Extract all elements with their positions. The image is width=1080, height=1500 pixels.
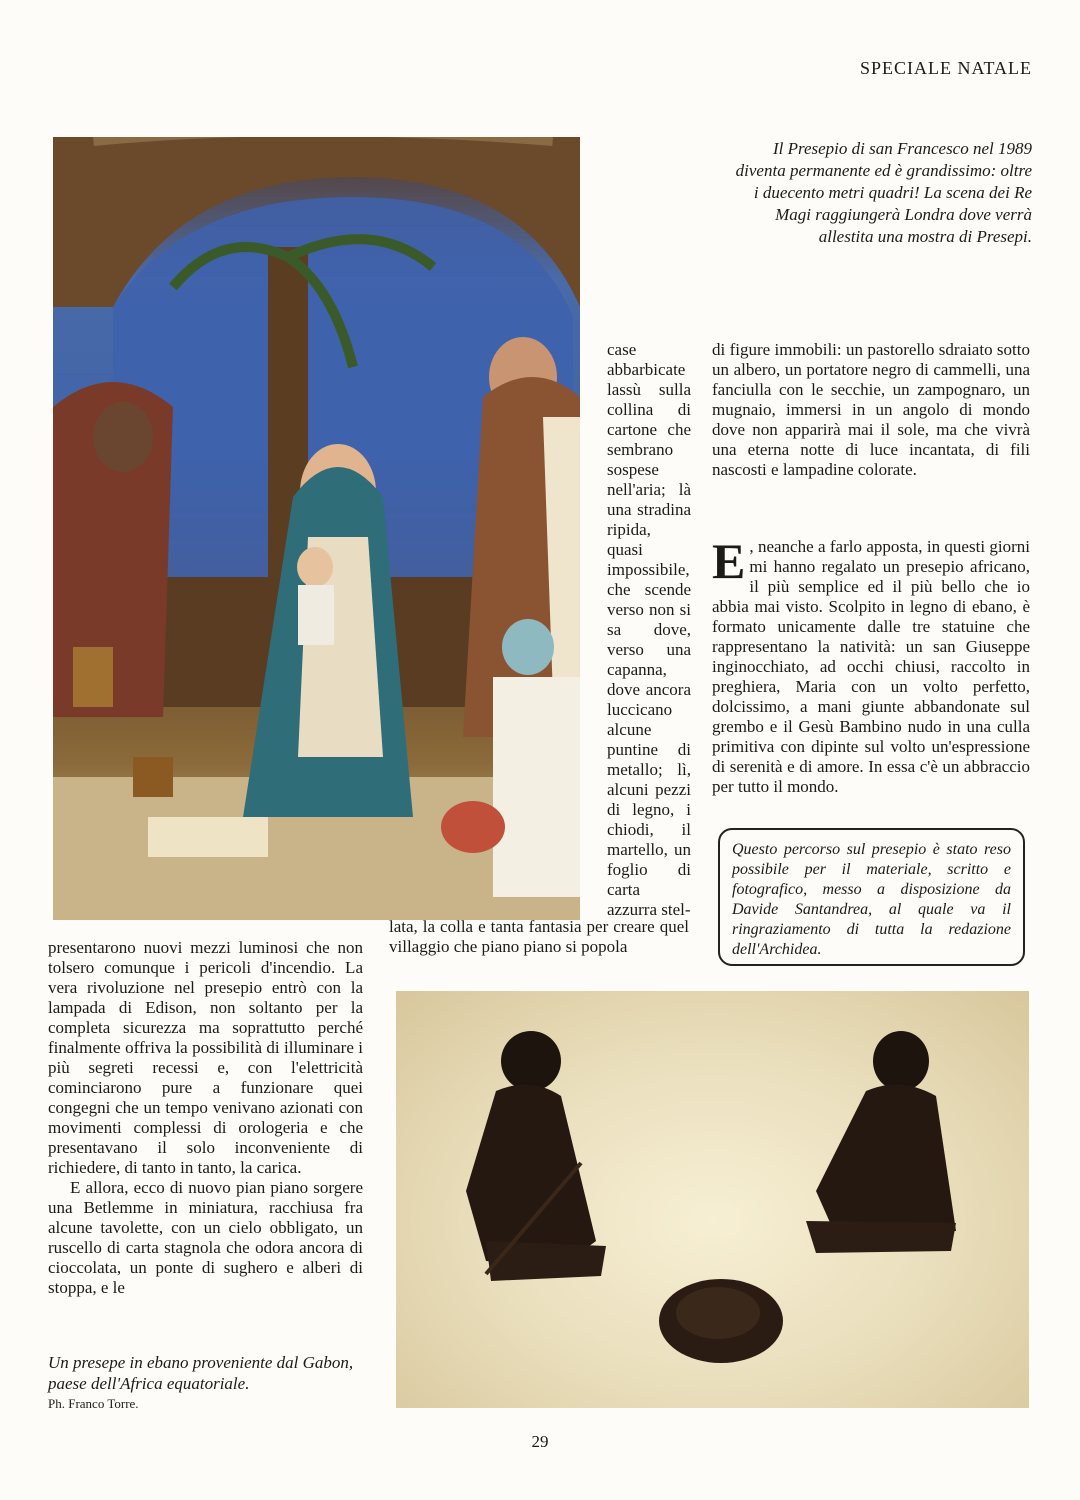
article-right-column-top [712,340,1030,480]
left-column-paragraph-1: presentarono nuovi mezzi luminosi che non tolsero comunque i pericoli d'incendio. La vera rivoluzione nel presepio entrò con la lampada di Edison, non soltanto per la completa sicurezza ma soprattutto perché finalmente offriva la possibilità di illuminare i più segreti recessi e, con l'elettricità cominciarono pure a funzionare quei congegni che un tempo venivano azionati con movimenti complessi di orologeria e che presentavano il solo inconveniente di richiedere, di tanto in tanto, la carica. [48,938,363,1177]
article-narrow-column [607,340,691,920]
drop-cap: E [712,533,746,589]
photo-credit: Ph. Franco Torre. [48,1396,139,1411]
narrow-column-text: case abbarbicate lassù sulla collina di cartone che sembrano sospese nell'aria; là una stradina ripida, quasi impossibile, che scende verso non si sa dove, verso una capanna, dove ancora luccicano alcune puntine di metallo; lì, alcuni pezzi di legno, i chiodi, il martello, un foglio di carta azzurra stel- [607,340,691,919]
page-number: 29 [531,1432,549,1451]
article-middle-continuation [389,917,689,957]
article-right-column-second [712,533,1030,797]
article-left-column [48,938,363,1298]
middle-continuation-text: lata, la colla e tanta fantasia per creare quel villaggio che piano piano si popola [389,917,689,956]
right-column-second-paragraph [712,533,1030,797]
top-photo-caption: Il Presepio di san Francesco nel 1989 diventa permanente ed è grandissimo: oltre i duecento metri quadri! La scena dei Re Magi raggiungerà Londra dove verrà allestita una mostra di Presepi. [735,139,1032,246]
right-column-top-text: di figure immobili: un pastorello sdraiato sotto un albero, un portatore negro di cammelli, una fanciulla con le secchie, un zampognaro, un mugnaio, immersi in un angolo di mondo dove non apparirà mai il sole, ma che vivrà una eterna notte di luce incantata, di fili nascosti e lampadine colorate. [712,340,1030,479]
nativity-scene-photo [53,137,580,920]
section-header: SPECIALE NATALE [859,58,1032,78]
left-column-paragraph-2: E allora, ecco di nuovo pian piano sorgere una Betlemme in miniatura, racchiusa fra alcune tavolette, con un cielo obbligato, un ruscello di carta stagnola che odora ancora di cioccolata, un ponte di sughero e alberi di stoppa, e le [48,1178,363,1297]
bottom-photo-caption: Un presepe in ebano proveniente dal Gabon, paese dell'Africa equatoriale. [48,1353,354,1393]
right-column-second-text: , neanche a farlo apposta, in questi giorni mi hanno regalato un presepio africano, il più semplice ed il più bello che io abbia mai visto. Scolpito in legno di ebano, è formato unicamente dalle tre statuine che rappresentano la natività: un san Giuseppe inginocchiato, ad occhi chiusi, raccolto in preghiera, Maria con un volto perfetto, dolcissimo, a mani giunte abbandonate sul grembo e il Gesù Bambino nudo in una culla primitiva con dipinte sul volto un'espressione di serenità e di amore. In essa c'è un abbraccio per tutto il mondo. [712,537,1030,796]
ebony-nativity-photo [396,991,1029,1408]
acknowledgement-box: Questo percorso sul presepio è stato reso possibile per il materiale, scritto e fotografico, messo a disposizione da Davide Santandrea, al quale va il ringraziamento di tutta la redazione dell'Archidea. [718,828,1025,966]
